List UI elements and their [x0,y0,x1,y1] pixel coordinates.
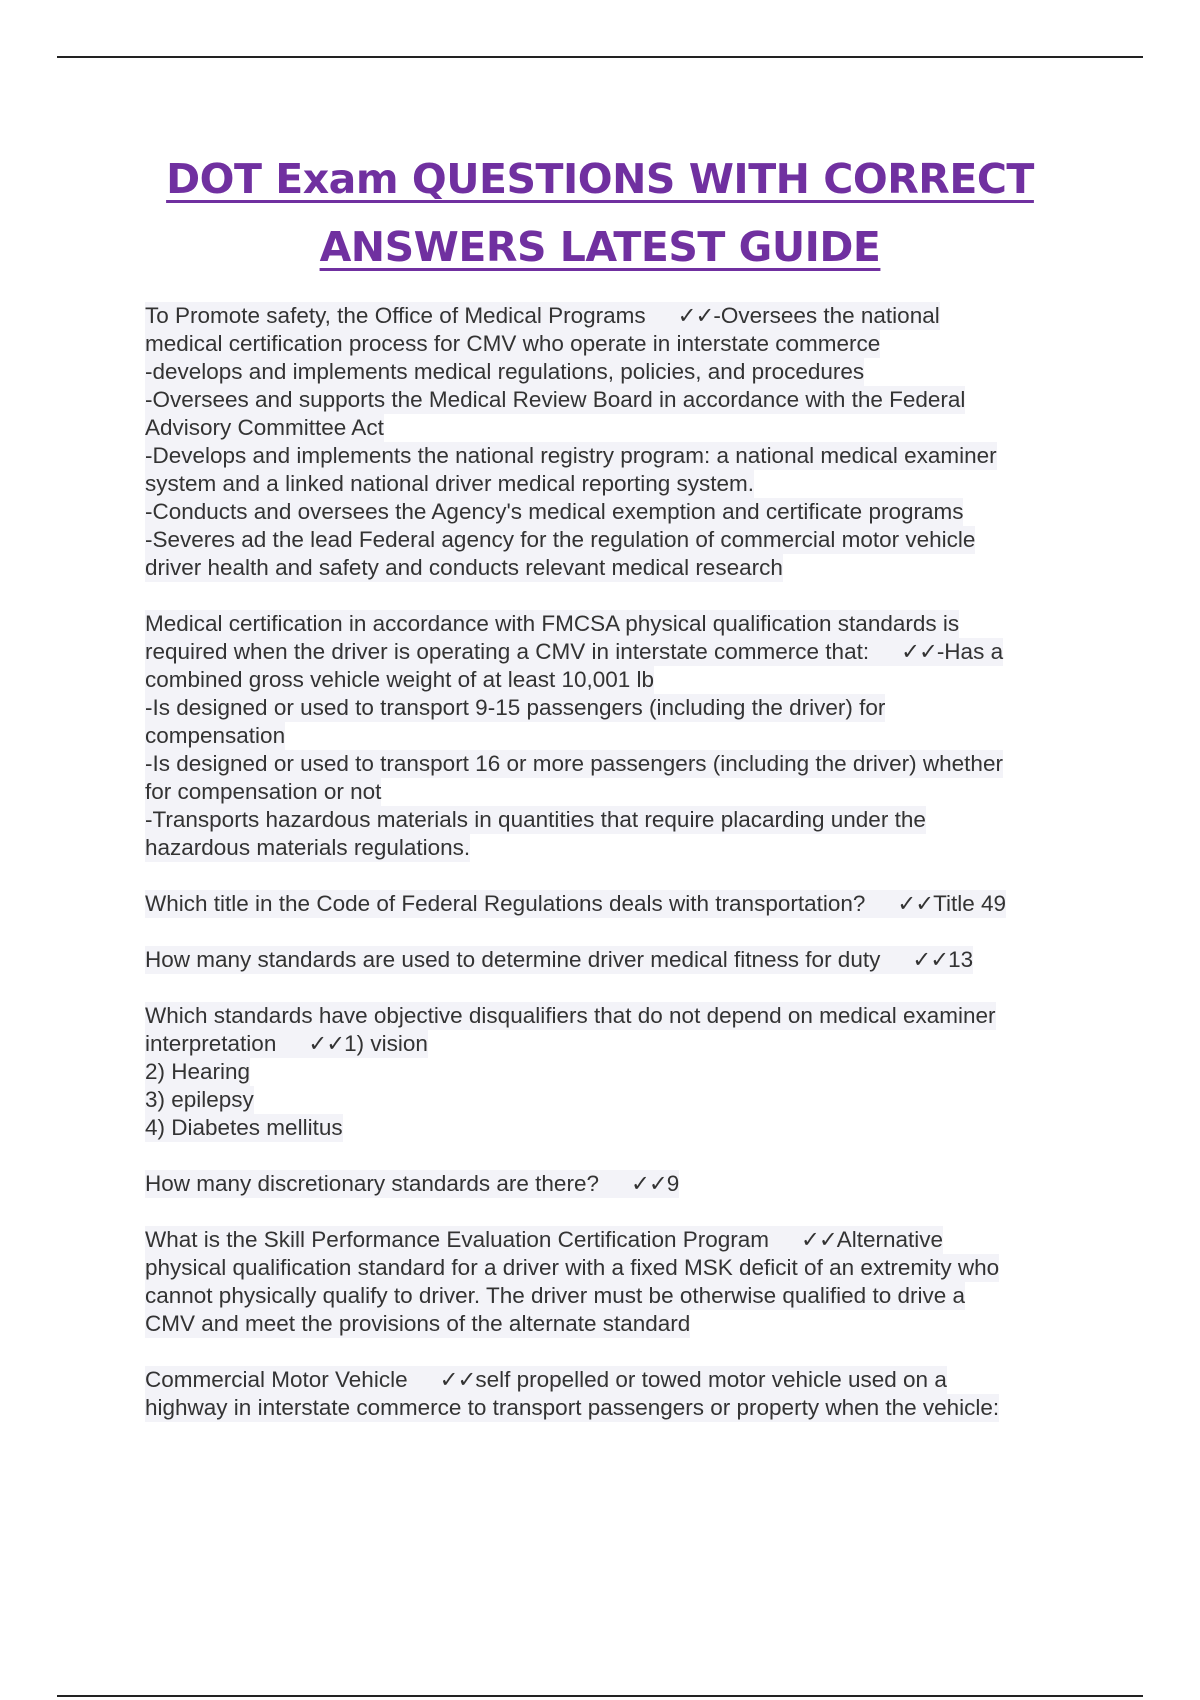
answer-line: cannot physically qualify to driver. The driver must be otherwise qualified to drive a [145,1283,965,1308]
answer-text: -Has a [936,639,1004,664]
check-mark-icon: ✓✓ [630,1171,667,1196]
question-text: Commercial Motor Vehicle [145,1367,408,1392]
qa-first-line [145,946,973,974]
qa-item [145,302,1075,582]
qa-first-line [145,1366,947,1394]
answer-line: 4) Diabetes mellitus [145,1115,343,1140]
qa-item [145,1366,1075,1422]
qa-item [145,1226,1075,1338]
answer-line: -Severes ad the lead Federal agency for the regulation of commercial motor vehicle [145,527,976,552]
answer-line: driver health and safety and conducts relevant medical research [145,555,783,580]
answer-line: medical certification process for CMV who operate in interstate commerce [145,331,881,356]
check-mark-icon: ✓✓ [912,947,949,972]
question-text: interpretation [145,1031,277,1056]
answer-text: 13 [948,947,974,972]
qa-first-line [145,1030,428,1058]
answer-line: -Is designed or used to transport 16 or more passengers (including the driver) whether [145,751,1003,776]
qa-first-line [145,302,940,330]
answer-line: 3) epilepsy [145,1087,254,1112]
check-mark-icon: ✓✓ [439,1367,476,1392]
answer-text: self propelled or towed motor vehicle used on a [475,1367,947,1392]
check-mark-icon: ✓✓ [897,891,934,916]
answer-text: 9 [666,1171,680,1196]
question-text: How many discretionary standards are there? [145,1171,599,1196]
title-line-1: DOT Exam QUESTIONS WITH CORRECT [166,155,1034,203]
answer-line: hazardous materials regulations. [145,835,471,860]
answer-line: -Oversees and supports the Medical Review Board in accordance with the Federal [145,387,966,412]
answer-line: physical qualification standard for a driver with a fixed MSK deficit of an extremity who [145,1255,1000,1280]
page-title [0,145,1200,281]
header-rule [57,56,1143,58]
answer-text: 1) vision [344,1031,428,1056]
question-line: Which standards have objective disqualifiers that do not depend on medical examiner [145,1003,996,1028]
answer-line: highway in interstate commerce to transport passengers or property when the vehicle: [145,1395,1000,1420]
answer-line: Advisory Committee Act [145,415,384,440]
answer-line: -Is designed or used to transport 9-15 passengers (including the driver) for [145,695,886,720]
qa-item [145,610,1075,862]
check-mark-icon: ✓✓ [677,303,714,328]
answer-line: -Transports hazardous materials in quantities that require placarding under the [145,807,926,832]
qa-item [145,1170,1075,1198]
answer-line: system and a linked national driver medical reporting system. [145,471,755,496]
answer-line: CMV and meet the provisions of the alternate standard [145,1311,691,1336]
qa-item [145,1002,1075,1142]
question-text: How many standards are used to determine driver medical fitness for duty [145,947,881,972]
question-text: To Promote safety, the Office of Medical Programs [145,303,646,328]
question-text: What is the Skill Performance Evaluation Certification Program [145,1227,770,1252]
qa-item [145,946,1075,974]
footer-rule [57,1695,1143,1697]
question-line: Medical certification in accordance with FMCSA physical qualification standards is [145,611,960,636]
question-text: required when the driver is operating a CMV in interstate commerce that: [145,639,870,664]
answer-line: for compensation or not [145,779,382,804]
check-mark-icon: ✓✓ [901,639,937,664]
answer-line: combined gross vehicle weight of at least 10,001 lb [145,667,655,692]
answer-text: -Oversees the national [713,303,940,328]
qa-first-line [145,1226,943,1254]
qa-first-line [145,890,1006,918]
answer-line: 2) Hearing [145,1059,251,1084]
check-mark-icon: ✓✓ [308,1031,345,1056]
answer-text: Alternative [836,1227,944,1252]
question-text: Which title in the Code of Federal Regulations deals with transportation? [145,891,866,916]
qa-first-line [145,1170,679,1198]
qa-item [145,890,1075,918]
answer-line: -Conducts and oversees the Agency's medical exemption and certificate programs [145,499,964,524]
title-line-2: ANSWERS LATEST GUIDE [319,223,881,271]
answer-line: -Develops and implements the national registry program: a national medical examiner [145,443,997,468]
answer-text: Title 49 [933,891,1007,916]
check-mark-icon: ✓✓ [801,1227,837,1252]
answer-line: compensation [145,723,286,748]
answer-line: -develops and implements medical regulations, policies, and procedures [145,359,865,384]
qa-list [145,302,1075,1450]
qa-first-line [145,638,1003,666]
